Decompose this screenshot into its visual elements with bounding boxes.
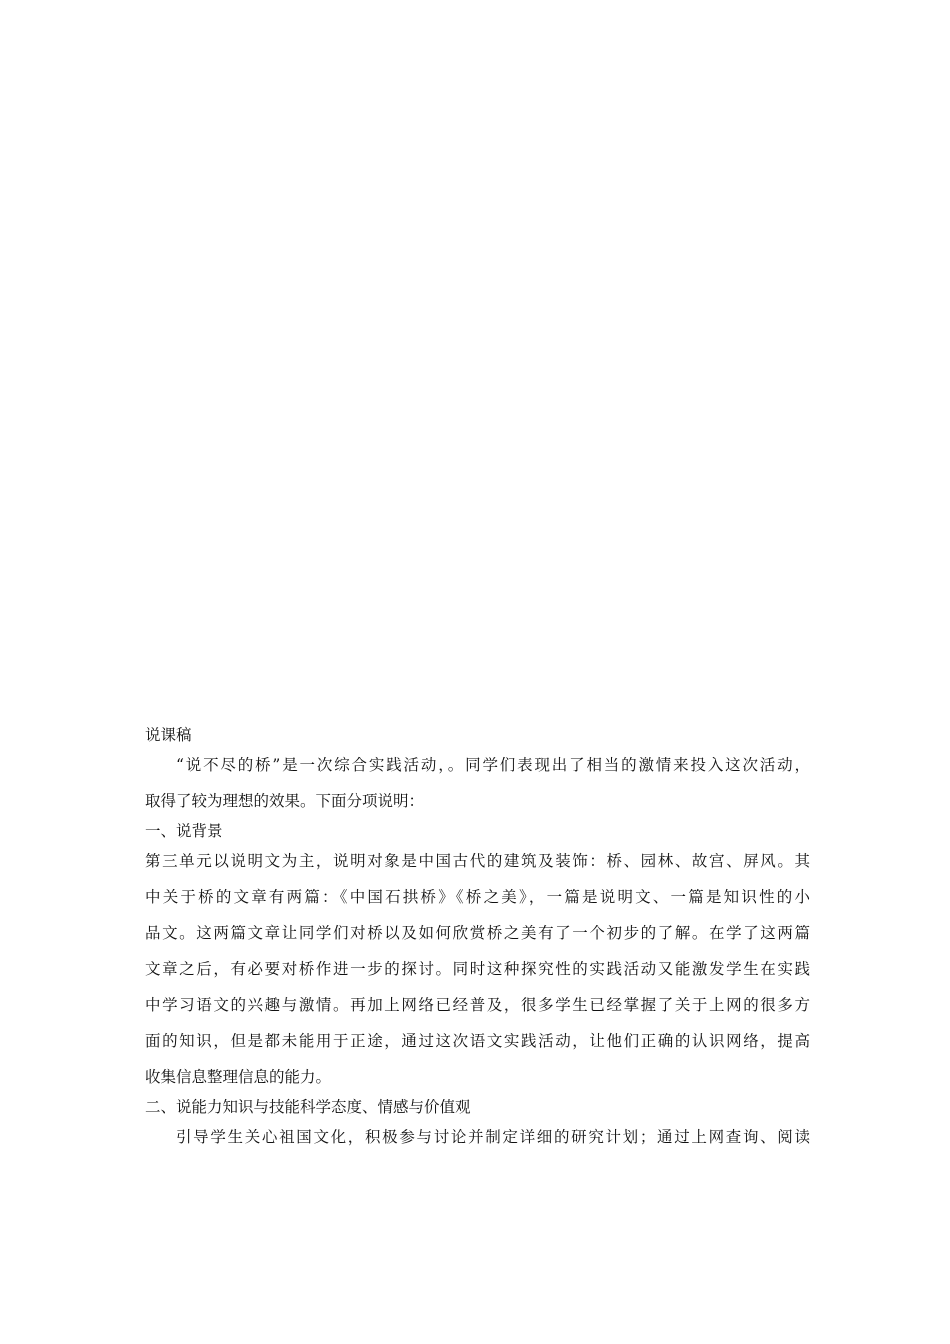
- section-2-line-1: 引导学生关心祖国文化，积极参与讨论并制定详细的研究计划；通过上网查询、阅读: [176, 1128, 810, 1146]
- section-1-line-3: 品文。这两篇文章让同学们对桥以及如何欣赏桥之美有了一个初步的了解。在学了这两篇: [145, 924, 810, 942]
- section-1-line-6: 面的知识，但是都未能用于正途，通过这次语文实践活动，让他们正确的认识网络，提高: [145, 1032, 810, 1050]
- section-1-line-7: 收集信息整理信息的能力。: [145, 1068, 332, 1086]
- section-1-heading: 一、说背景: [145, 822, 223, 840]
- section-1-line-4: 文章之后，有必要对桥作进一步的探讨。同时这种探究性的实践活动又能激发学生在实践: [145, 960, 810, 978]
- section-2-heading: 二、说能力知识与技能科学态度、情感与价值观: [145, 1098, 471, 1116]
- intro-line-1: “说不尽的桥”是一次综合实践活动，。同学们表现出了相当的激情来投入这次活动，: [176, 756, 810, 774]
- section-1-line-5: 中学习语文的兴趣与激情。再加上网络已经普及，很多学生已经掌握了关于上网的很多方: [145, 996, 810, 1014]
- document-title: 说课稿: [145, 726, 192, 744]
- section-1-line-1: 第三单元以说明文为主，说明对象是中国古代的建筑及装饰：桥、园林、故宫、屏风。其: [145, 852, 810, 870]
- document-body: [145, 722, 810, 1160]
- intro-line-2: 取得了较为理想的效果。下面分项说明：: [145, 792, 425, 810]
- section-1-line-2: 中关于桥的文章有两篇：《中国石拱桥》《桥之美》，一篇是说明文、一篇是知识性的小: [145, 888, 810, 906]
